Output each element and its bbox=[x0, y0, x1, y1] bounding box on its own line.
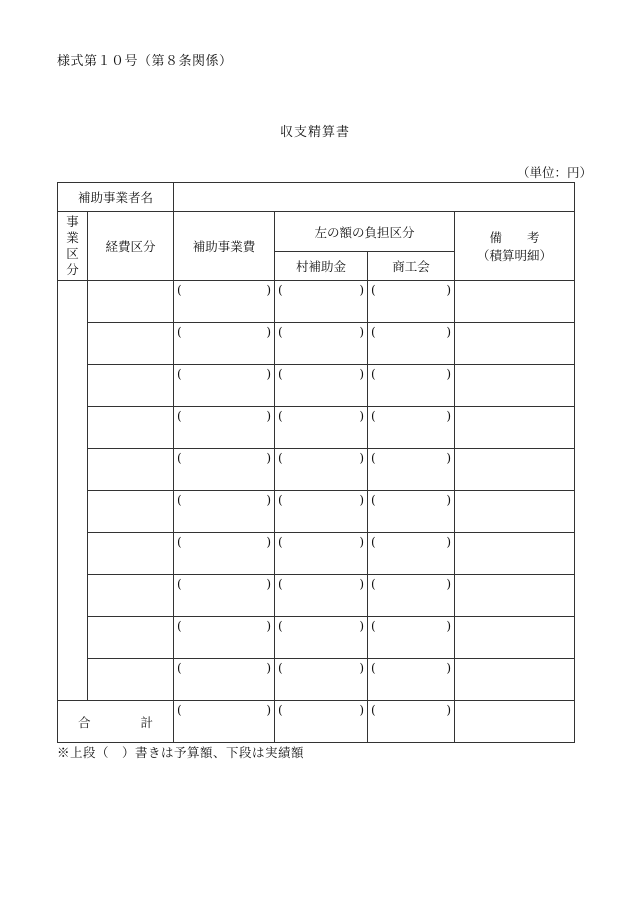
total-project-cost-cell[interactable] bbox=[174, 701, 275, 743]
table-row bbox=[58, 407, 575, 449]
paren-close: ) bbox=[359, 493, 365, 507]
expense-category-cell[interactable] bbox=[88, 491, 174, 533]
table-row bbox=[58, 659, 575, 701]
village-subsidy-cell[interactable] bbox=[275, 491, 368, 533]
expense-category-cell[interactable] bbox=[88, 281, 174, 323]
remarks-cell[interactable] bbox=[455, 407, 575, 449]
paren-open: ( bbox=[278, 451, 283, 465]
paren-open: ( bbox=[177, 367, 182, 381]
village-subsidy-cell[interactable] bbox=[275, 407, 368, 449]
project-cost-cell[interactable] bbox=[174, 575, 275, 617]
project-category-char: 分 bbox=[66, 262, 79, 277]
chamber-cell[interactable] bbox=[368, 449, 455, 491]
chamber-cell[interactable] bbox=[368, 491, 455, 533]
paren-close: ) bbox=[446, 703, 452, 717]
applicant-value-field[interactable] bbox=[174, 183, 575, 212]
total-remarks-cell[interactable] bbox=[455, 701, 575, 743]
expense-category-cell[interactable] bbox=[88, 323, 174, 365]
expense-category-cell[interactable] bbox=[88, 449, 174, 491]
village-subsidy-cell[interactable] bbox=[275, 323, 368, 365]
chamber-cell[interactable] bbox=[368, 659, 455, 701]
paren-close: ) bbox=[359, 703, 365, 717]
paren-open: ( bbox=[177, 493, 182, 507]
table-row bbox=[58, 323, 575, 365]
expense-category-cell[interactable] bbox=[88, 533, 174, 575]
paren-close: ) bbox=[446, 451, 452, 465]
total-label-char: 合 bbox=[77, 714, 91, 730]
total-label-char: 計 bbox=[140, 714, 154, 730]
paren-close: ) bbox=[266, 577, 272, 591]
paren-close: ) bbox=[266, 325, 272, 339]
village-subsidy-cell[interactable] bbox=[275, 449, 368, 491]
paren-close: ) bbox=[266, 493, 272, 507]
paren-close: ) bbox=[266, 535, 272, 549]
expense-category-cell[interactable] bbox=[88, 575, 174, 617]
remarks-cell[interactable] bbox=[455, 281, 575, 323]
remarks-label: 備 考 bbox=[489, 230, 540, 245]
header-row-1 bbox=[58, 212, 575, 252]
total-row bbox=[58, 701, 575, 743]
paren-close: ) bbox=[266, 283, 272, 297]
village-subsidy-cell[interactable] bbox=[275, 533, 368, 575]
paren-close: ) bbox=[446, 325, 452, 339]
remarks-cell[interactable] bbox=[455, 533, 575, 575]
remarks-cell[interactable] bbox=[455, 449, 575, 491]
project-category-header bbox=[58, 212, 88, 281]
paren-close: ) bbox=[446, 661, 452, 675]
paren-close: ) bbox=[359, 661, 365, 675]
project-cost-cell[interactable] bbox=[174, 449, 275, 491]
project-category-char: 区 bbox=[66, 246, 79, 261]
chamber-cell[interactable] bbox=[368, 323, 455, 365]
paren-close: ) bbox=[446, 619, 452, 633]
village-subsidy-cell[interactable] bbox=[275, 575, 368, 617]
applicant-row bbox=[58, 183, 575, 212]
paren-close: ) bbox=[359, 325, 365, 339]
paren-close: ) bbox=[446, 367, 452, 381]
table-row bbox=[58, 533, 575, 575]
paren-open: ( bbox=[278, 367, 283, 381]
paren-open: ( bbox=[371, 283, 376, 297]
remarks-cell[interactable] bbox=[455, 575, 575, 617]
project-cost-cell[interactable] bbox=[174, 365, 275, 407]
paren-close: ) bbox=[446, 409, 452, 423]
paren-open: ( bbox=[278, 535, 283, 549]
paren-open: ( bbox=[177, 283, 182, 297]
paren-open: ( bbox=[177, 703, 182, 717]
paren-open: ( bbox=[371, 577, 376, 591]
chamber-cell[interactable] bbox=[368, 365, 455, 407]
paren-close: ) bbox=[266, 619, 272, 633]
remarks-cell[interactable] bbox=[455, 365, 575, 407]
table-row bbox=[58, 575, 575, 617]
form-number: 様式第１０号（第８条関係） bbox=[57, 54, 233, 69]
remarks-cell[interactable] bbox=[455, 617, 575, 659]
table-row bbox=[58, 617, 575, 659]
expense-category-cell[interactable] bbox=[88, 659, 174, 701]
total-label bbox=[58, 701, 174, 743]
paren-open: ( bbox=[371, 367, 376, 381]
paren-close: ) bbox=[359, 619, 365, 633]
paren-open: ( bbox=[177, 409, 182, 423]
expense-category-cell[interactable] bbox=[88, 365, 174, 407]
table-row bbox=[58, 449, 575, 491]
project-category-char: 事 bbox=[66, 214, 79, 229]
village-subsidy-cell[interactable] bbox=[275, 617, 368, 659]
remarks-sub-label: （積算明細） bbox=[477, 248, 553, 263]
paren-open: ( bbox=[371, 619, 376, 633]
settlement-table bbox=[57, 182, 575, 743]
document-title: 収支精算書 bbox=[279, 125, 350, 140]
paren-open: ( bbox=[371, 703, 376, 717]
paren-close: ) bbox=[359, 283, 365, 297]
table-row bbox=[58, 281, 575, 323]
chamber-cell[interactable] bbox=[368, 281, 455, 323]
paren-open: ( bbox=[278, 283, 283, 297]
project-category-char: 業 bbox=[66, 230, 79, 245]
expense-category-header: 経費区分 bbox=[88, 212, 174, 281]
paren-open: ( bbox=[177, 619, 182, 633]
paren-open: ( bbox=[278, 325, 283, 339]
paren-open: ( bbox=[371, 451, 376, 465]
project-cost-cell[interactable] bbox=[174, 407, 275, 449]
remarks-cell[interactable] bbox=[455, 659, 575, 701]
paren-close: ) bbox=[359, 577, 365, 591]
paren-open: ( bbox=[278, 703, 283, 717]
project-category-cell[interactable] bbox=[58, 281, 88, 701]
paren-close: ) bbox=[266, 409, 272, 423]
paren-close: ) bbox=[359, 409, 365, 423]
project-cost-cell[interactable] bbox=[174, 323, 275, 365]
chamber-header: 商工会 bbox=[368, 252, 455, 281]
paren-open: ( bbox=[371, 661, 376, 675]
paren-open: ( bbox=[177, 577, 182, 591]
paren-open: ( bbox=[278, 661, 283, 675]
project-cost-cell[interactable] bbox=[174, 281, 275, 323]
project-cost-cell[interactable] bbox=[174, 533, 275, 575]
paren-open: ( bbox=[371, 535, 376, 549]
paren-close: ) bbox=[446, 577, 452, 591]
paren-open: ( bbox=[278, 409, 283, 423]
chamber-cell[interactable] bbox=[368, 533, 455, 575]
project-cost-cell[interactable] bbox=[174, 491, 275, 533]
paren-open: ( bbox=[371, 325, 376, 339]
village-subsidy-cell[interactable] bbox=[275, 365, 368, 407]
paren-close: ) bbox=[359, 451, 365, 465]
paren-close: ) bbox=[446, 283, 452, 297]
paren-close: ) bbox=[266, 703, 272, 717]
project-cost-cell[interactable] bbox=[174, 659, 275, 701]
total-village-subsidy-cell[interactable] bbox=[275, 701, 368, 743]
paren-close: ) bbox=[359, 367, 365, 381]
chamber-cell[interactable] bbox=[368, 407, 455, 449]
chamber-cell[interactable] bbox=[368, 617, 455, 659]
paren-close: ) bbox=[266, 367, 272, 381]
remarks-header bbox=[455, 212, 575, 281]
table-row bbox=[58, 365, 575, 407]
paren-open: ( bbox=[278, 619, 283, 633]
village-subsidy-header: 村補助金 bbox=[275, 252, 368, 281]
project-cost-cell[interactable] bbox=[174, 617, 275, 659]
paren-open: ( bbox=[371, 493, 376, 507]
village-subsidy-cell[interactable] bbox=[275, 659, 368, 701]
footnote: ※上段（ ）書きは予算額、下段は実績額 bbox=[57, 745, 305, 760]
chamber-cell[interactable] bbox=[368, 575, 455, 617]
paren-open: ( bbox=[278, 577, 283, 591]
expense-category-cell[interactable] bbox=[88, 407, 174, 449]
paren-open: ( bbox=[177, 535, 182, 549]
expense-category-cell[interactable] bbox=[88, 617, 174, 659]
paren-open: ( bbox=[177, 451, 182, 465]
paren-close: ) bbox=[266, 661, 272, 675]
total-chamber-cell[interactable] bbox=[368, 701, 455, 743]
paren-open: ( bbox=[177, 325, 182, 339]
table-row bbox=[58, 491, 575, 533]
burden-group-header: 左の額の負担区分 bbox=[275, 212, 455, 252]
remarks-cell[interactable] bbox=[455, 491, 575, 533]
remarks-cell[interactable] bbox=[455, 323, 575, 365]
paren-open: ( bbox=[278, 493, 283, 507]
applicant-label: 補助事業者名 bbox=[58, 183, 174, 212]
paren-open: ( bbox=[371, 409, 376, 423]
paren-open: ( bbox=[177, 661, 182, 675]
paren-close: ) bbox=[446, 493, 452, 507]
paren-close: ) bbox=[446, 535, 452, 549]
village-subsidy-cell[interactable] bbox=[275, 281, 368, 323]
paren-close: ) bbox=[359, 535, 365, 549]
paren-close: ) bbox=[266, 451, 272, 465]
project-cost-header: 補助事業費 bbox=[174, 212, 275, 281]
unit-label: （単位：円） bbox=[516, 165, 592, 180]
